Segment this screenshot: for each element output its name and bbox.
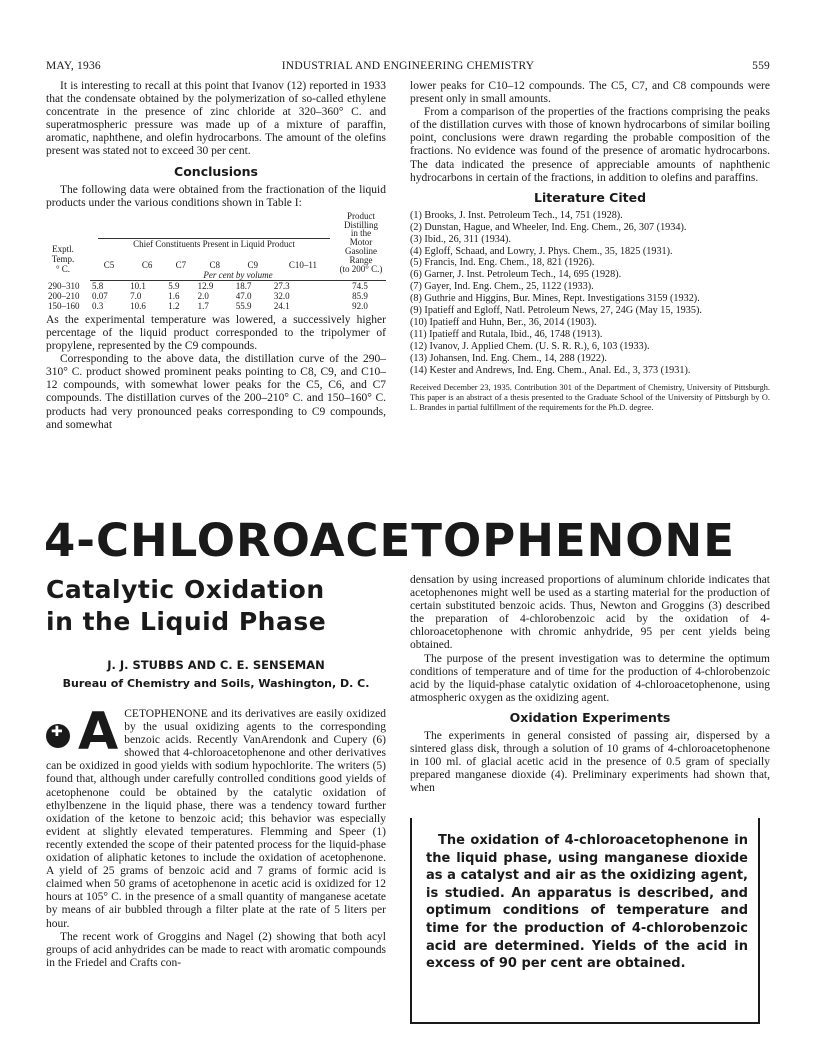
table-head-temp: ° C. [55, 263, 71, 274]
article-body-left [46, 702, 386, 970]
reference-item: (10) Ipatieff and Huhn, Ber., 36, 2014 (1903). [410, 317, 597, 328]
reference-item: (12) Ivanov, J. Applied Chem. (U. S. R. R.), 6, 103 (1933). [410, 340, 650, 352]
reference-item: (4) Egloff, Schaad, and Lowry, J. Phys. Chem., 35, 1825 (1931). [410, 245, 673, 257]
section-heading-conclusions: Conclusions [174, 163, 258, 179]
running-header-date: MAY, 1936 [46, 60, 101, 72]
paragraph: Corresponding to the above data, the distillation curve of the 290–310° C. product showed prominent peaks pointing to C8, C9, and C10–12 compounds, with somewhat lower peaks for the C5, C6, and C7 compounds. The distillation curves of the 200–210° C. and 150–160° C. products had very pronounced peaks corresponding to C9 compounds, and somewhat [46, 353, 386, 431]
paragraph: From a comparison of the properties of the fractions comprising the peaks of the distillation curves with those of known hydrocarbons of similar boiling point, conclusions were drawn regarding the probable composition of the fractions. No evidence was found of the presence of aromatic hydrocarbons. The data indicated the presence of appreciable amounts of naphthenic hydrocarbons in certain of the fractions, in addition to olefins and paraffins. [410, 106, 770, 184]
article-title-line-1: Catalytic Oxidation [46, 575, 325, 604]
reference-item: (1) Brooks, J. Inst. Petroleum Tech., 14, 751 (1928). [410, 209, 623, 221]
table-unit: Per cent by volume [90, 270, 386, 281]
right-top-column [410, 80, 770, 413]
dropcap: A [78, 702, 119, 762]
data-table [46, 212, 386, 314]
reference-item: (8) Guthrie and Higgins, Bur. Mines, Rept. Investigations 3159 (1932). [410, 293, 700, 305]
col-header: C9 [247, 259, 259, 270]
table-head-product: Distilling [343, 219, 378, 230]
table-head-product: (to 200° C.) [339, 263, 383, 274]
table-head-product: Product [347, 210, 375, 221]
reference-item: (3) Ibid., 26, 311 (1934). [410, 233, 511, 245]
col-header: C5 [103, 259, 115, 270]
page-number: 559 [752, 60, 770, 72]
reference-item: (11) Ipatieff and Rutala, Ibid., 46, 1748 (1913). [410, 328, 603, 340]
col-header: C7 [175, 259, 187, 270]
paragraph: The following data were obtained from the fractionation of the liquid products under the various conditions shown in Table I: [46, 183, 386, 209]
left-top-column [46, 80, 386, 432]
received-note: Received December 23, 1935. Contribution 301 of the Department of Chemistry, University of Pittsburgh. This paper is an abstract of a thesis presented to the Graduate School of the University of Pittsburgh by O. L. Brandes in partial fulfillment of the requirements for the Ph.D. degree. [410, 382, 770, 412]
section-heading-oxidation: Oxidation Experiments [509, 709, 671, 725]
reference-item: (6) Garner, J. Inst. Petroleum Tech., 14, 695 (1928). [410, 269, 622, 281]
col-header: C10–11 [288, 259, 318, 270]
article-left-column [46, 574, 386, 970]
section-heading-literature: Literature Cited [533, 189, 647, 205]
paragraph: CETOPHENONE and its derivatives are easily oxidized by the usual oxidizing agents to the corresponding benzoic acids. Recently VanArendonk and Cupery (6) showed that 4-chloroacetophenone and other derivatives can be oxidized in good yields with sodium hypochlorite. The writers (5) found that, although under carefully controlled conditions good yields of acetophenone could be obtained by the catalytic oxidation of ethylbenzene in the liquid phase, there was a tendency toward further oxidation of the ketone to benzoic acid; this behavior was especially evident at slightly elevated temperatures. Flemming and Speer (1) recently extended the scope of their patented process for the liquid-phase oxidation of aliphatic ketones to include the oxidation of acetophenone. A yield of 25 grams of benzoic acid and 7 grams of formic acid is claimed when 50 grams of acetophenone in acetic acid is oxidized for 12 hours at 105° C. in the presence of a small quantity of manganese acetate by means of air bubbled through a filter plate at the rate of 5 liters per hour. [46, 708, 386, 930]
journal-emblem-icon [46, 724, 70, 748]
paragraph: It is interesting to recall at this point that Ivanov (12) reported in 1933 that the condensate obtained by the polymerization of so-called ethylene concentrate in the presence of zinc chloride at 320–360° C. and superatmospheric pressure was made up of a mixture of paraffin, aromatic, naphthene, and olefin hydrocarbons. The amount of the olefins present was stated not to exceed 30 per cent. [46, 80, 386, 158]
table-head-temp: Exptl. [52, 243, 74, 254]
article-banner: 4-CHLOROACETOPHENONE [44, 514, 735, 567]
reference-item: (7) Gayer, Ind. Eng. Chem., 25, 1122 (1933). [410, 281, 594, 293]
table-head-product: Gasoline [345, 246, 377, 257]
col-header: C8 [209, 259, 220, 270]
table-head-temp: Temp. [51, 253, 75, 264]
authors: J. J. STUBBS AND C. E. SENSEMAN [107, 658, 325, 672]
reference-item: (14) Kester and Andrews, Ind. Eng. Chem., Anal. Ed., 3, 373 (1931). [410, 364, 691, 376]
reference-list [410, 210, 770, 377]
table-head-product: Motor [349, 237, 373, 248]
paragraph: The recent work of Groggins and Nagel (2) showing that both acyl groups of acid anhydrides can be made to react with aromatic compounds in the Friedel and Crafts con- [46, 930, 386, 969]
abstract-text: The oxidation of 4-chloroacetophenone in the liquid phase, using manganese dioxide as a catalyst and air as the oxidizing agent, is studied. An apparatus is described, and optimum conditions of temperature and time for the production of 4-chlorobenzoic acid are determined. Yields of the acid in excess of 90 per cent are obtained. [426, 833, 748, 972]
article-title-line-2: in the Liquid Phase [46, 607, 327, 636]
affiliation: Bureau of Chemistry and Soils, Washington, D. C. [62, 677, 370, 690]
paragraph: densation by using increased proportions of aluminum chloride indicates that acetophenones might well be used as a starting material for the production of certain substituted benzoic acids. Thus, Newton and Groggins (3) described the preparation of 4-chlorobenzoic acid by the oxidation of 4-chloroacetophenone with chromic anhydride, 95 per cent yields being obtained. [410, 574, 770, 652]
abstract-box [410, 818, 760, 1024]
col-header: C6 [141, 259, 153, 270]
running-header-journal: INDUSTRIAL AND ENGINEERING CHEMISTRY [281, 60, 535, 72]
paragraph: The experiments in general consisted of passing air, dispersed by a sintered glass disk, through a solution of 10 grams of 4-chloroacetophenone in 100 ml. of glacial acetic acid in the presence of 0.5 gram of specially prepared manganese dioxide (4). Preliminary experiments had shown that, when [410, 730, 770, 795]
table-group-header: Chief Constituents Present in Liquid Product [98, 238, 330, 249]
table-row: 290–310 5.8 10.1 5.9 12.9 18.7 27.3 74.5 [48, 280, 368, 291]
reference-item: (5) Francis, Ind. Eng. Chem., 18, 821 (1926). [410, 257, 595, 269]
table-row: 150–160 0.3 10.6 1.2 1.7 55.9 24.1 92.0 [48, 300, 368, 311]
paragraph: As the experimental temperature was lowered, a successively higher percentage of the liquid product corresponded to the tripolymer of propylene, represented by the C9 compounds. [46, 313, 386, 353]
reference-item: (2) Dunstan, Hague, and Wheeler, Ind. Eng. Chem., 26, 307 (1934). [410, 221, 687, 233]
paragraph: The purpose of the present investigation was to determine the optimum conditions of temperature and of time for the production of 4-chlorobenzoic acid by the liquid-phase catalytic oxidation of 4-chloroacetophenone, using atmospheric oxygen as the oxidizing agent. [410, 652, 770, 704]
paragraph: lower peaks for C10–12 compounds. The C5, C7, and C8 compounds were present only in small amounts. [410, 80, 770, 106]
reference-item: (13) Johansen, Ind. Eng. Chem., 14, 288 (1922). [410, 352, 607, 364]
table-row: 200–210 0.07 7.0 1.6 2.0 47.0 32.0 85.9 [48, 290, 368, 301]
article-right-column [410, 574, 770, 796]
table-head-product: in the [350, 228, 372, 239]
reference-item: (9) Ipatieff and Egloff, Natl. Petroleum News, 27, 24G (May 15, 1935). [410, 305, 702, 317]
table-head-product: Range [349, 254, 373, 265]
